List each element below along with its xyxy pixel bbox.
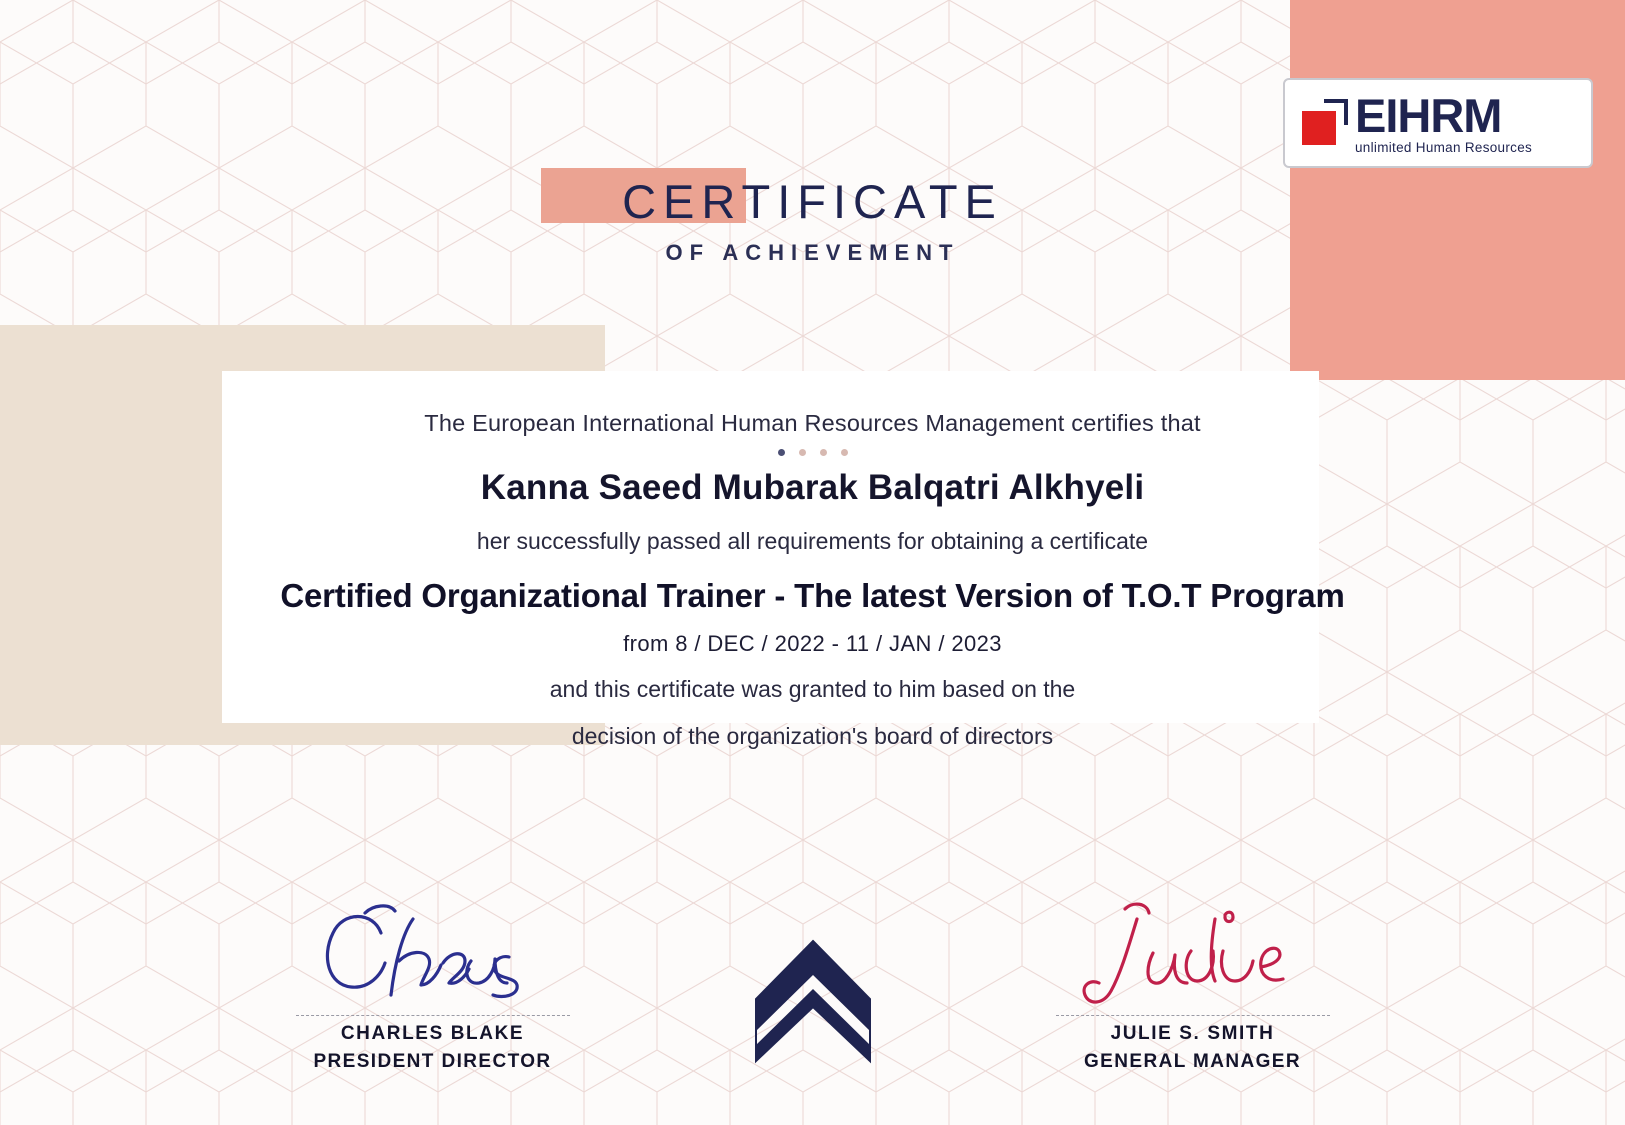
granted-line: and this certificate was granted to him based on the bbox=[549, 676, 1076, 702]
eihrm-logo bbox=[1283, 78, 1593, 168]
dot-divider bbox=[0, 449, 1625, 456]
page-title: CERTIFICATE bbox=[622, 175, 1003, 228]
certifies-line: The European International Human Resources Management certifies that bbox=[424, 410, 1201, 436]
logo-name: EIHRM bbox=[1355, 88, 1502, 142]
eihrm-logo-icon bbox=[1299, 97, 1351, 149]
signature-rule bbox=[1056, 1015, 1330, 1016]
recipient-name: Kanna Saeed Mubarak Balqatri Alkhyeli bbox=[480, 468, 1145, 507]
certificate-body bbox=[0, 371, 1625, 750]
decision-line: decision of the organization's board of directors bbox=[571, 723, 1054, 749]
program-title: Certified Organizational Trainer - The latest Version of T.O.T Program bbox=[280, 577, 1345, 614]
signature-role: PRESIDENT DIRECTOR bbox=[313, 1051, 552, 1072]
signature-rule bbox=[296, 1015, 570, 1016]
program-dates: from 8 / DEC / 2022 - 11 / JAN / 2023 bbox=[623, 631, 1002, 656]
signature-name: JULIE S. SMITH bbox=[1110, 1023, 1275, 1044]
signature-row bbox=[0, 899, 1625, 1073]
signature-julie-icon bbox=[1028, 899, 1358, 1009]
signature-role: GENERAL MANAGER bbox=[1084, 1051, 1301, 1072]
page-subtitle: OF ACHIEVEMENT bbox=[665, 240, 960, 265]
signature-block-manager bbox=[1028, 899, 1358, 1073]
signature-name: CHARLES BLAKE bbox=[340, 1023, 525, 1044]
chevron-badge-icon bbox=[738, 935, 888, 1073]
signature-charles-icon bbox=[268, 899, 598, 1009]
passed-line: her successfully passed all requirements for obtaining a certificate bbox=[476, 528, 1149, 554]
certificate-title-block bbox=[0, 175, 1625, 266]
logo-tagline: unlimited Human Resources bbox=[1355, 139, 1533, 155]
signature-block-president bbox=[268, 899, 598, 1073]
